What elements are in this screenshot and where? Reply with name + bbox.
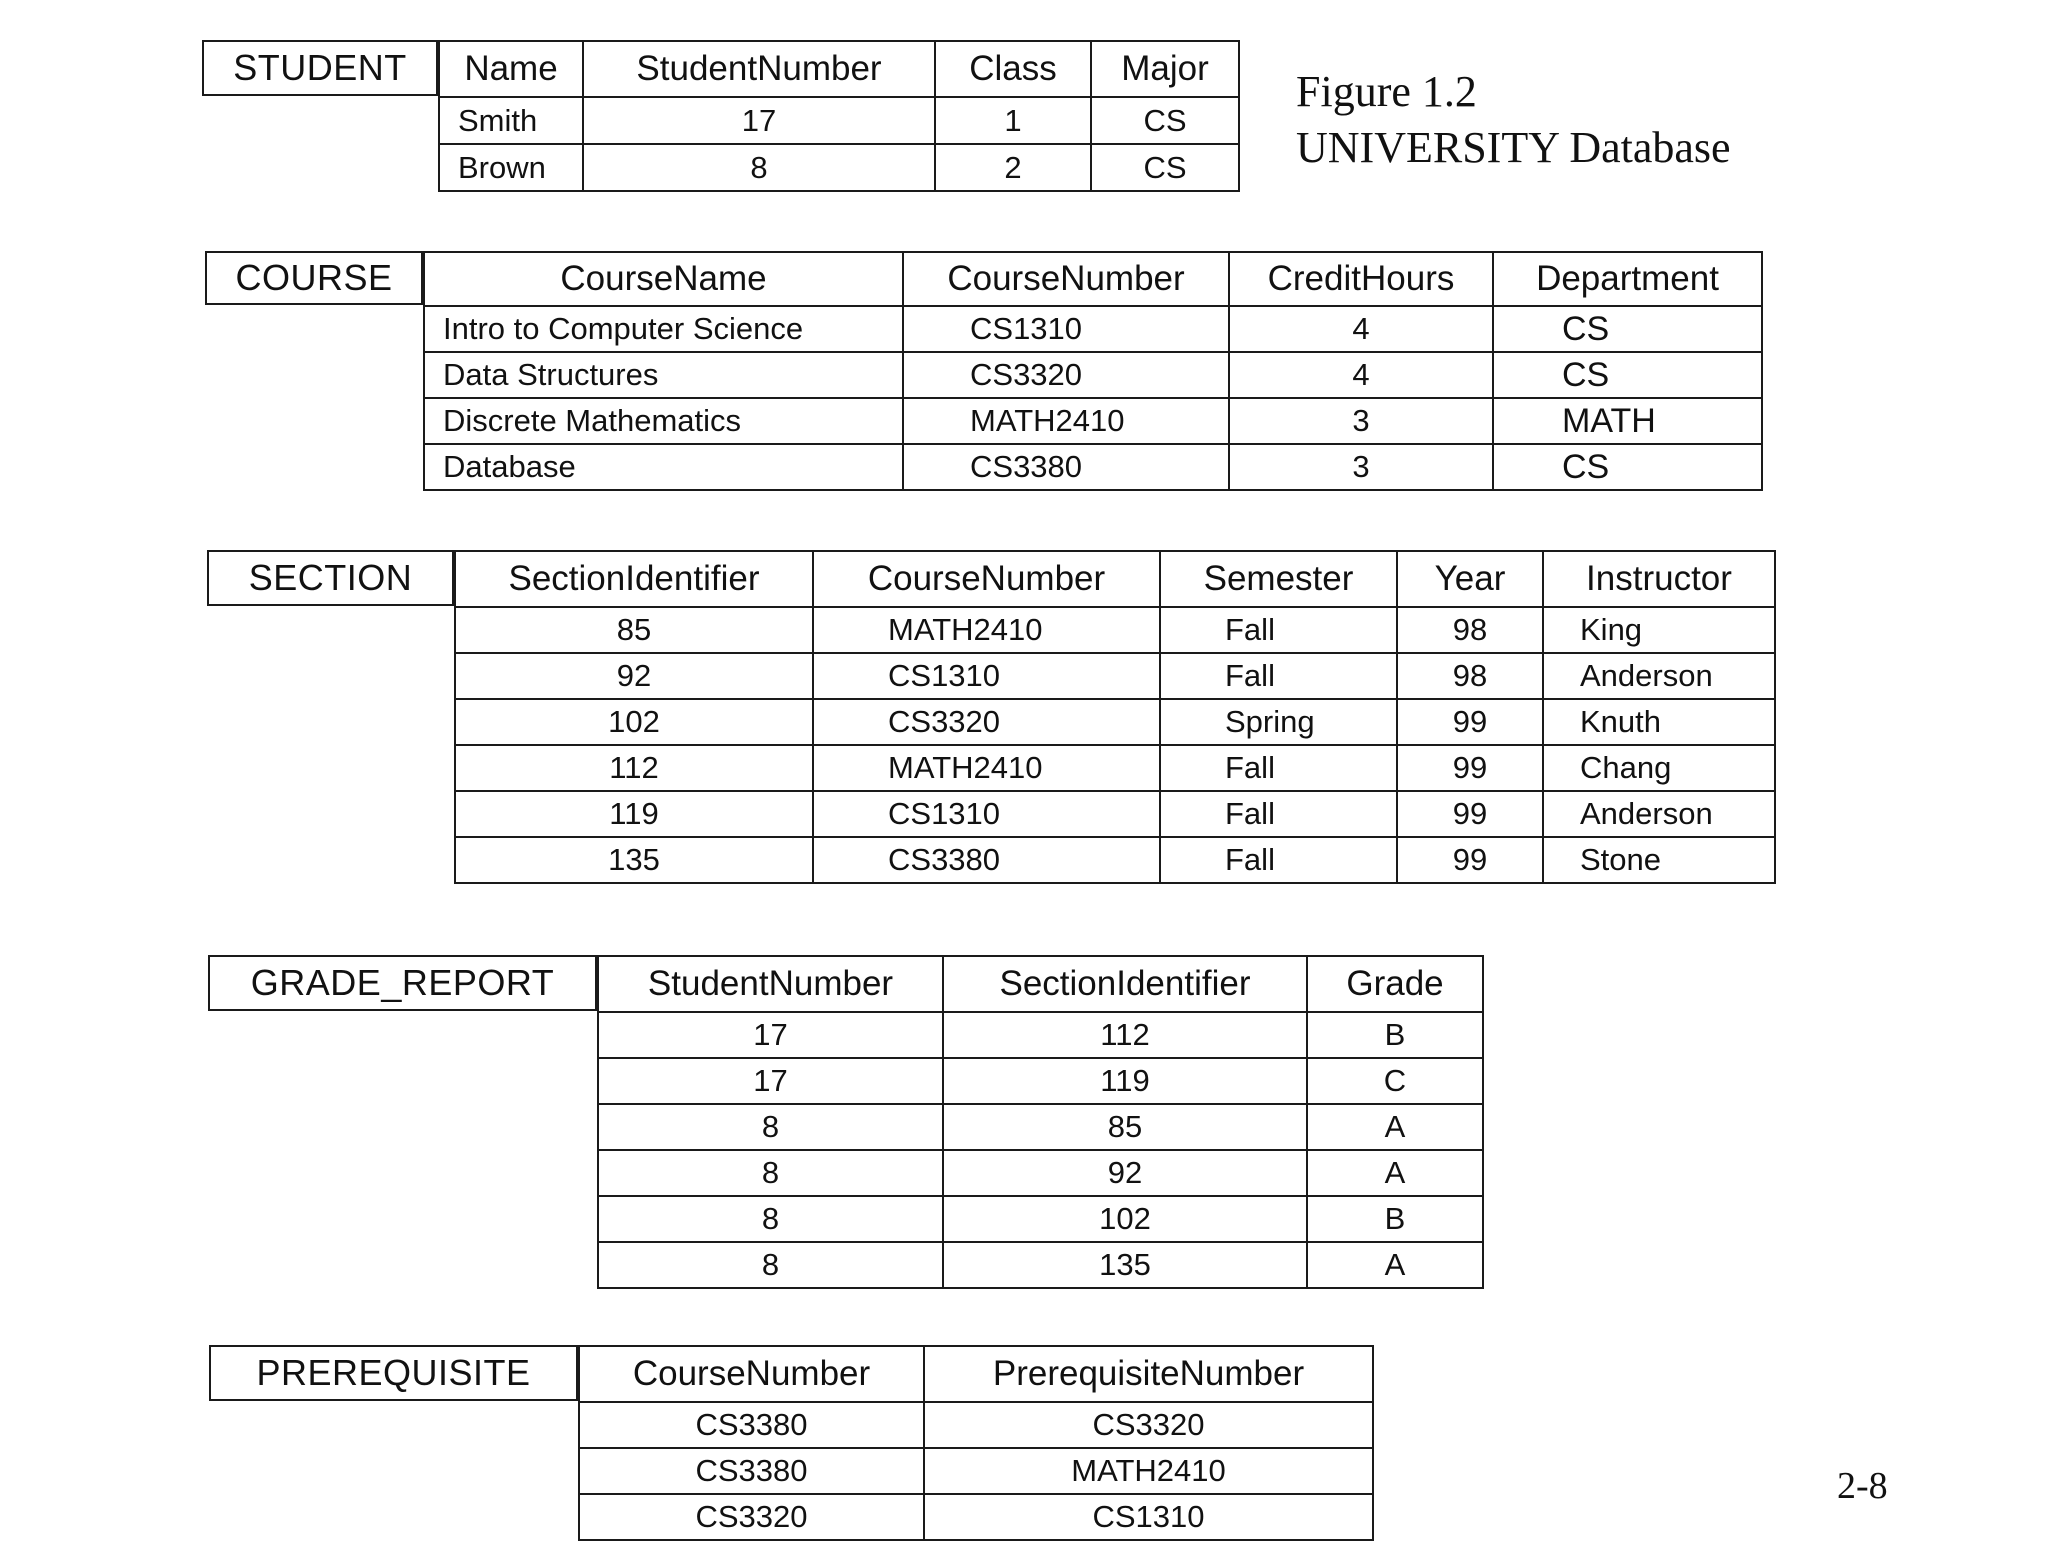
cell-sectionidentifier: 85 xyxy=(943,1104,1307,1150)
cell-coursenumber: CS3320 xyxy=(579,1494,924,1540)
table-header-row xyxy=(424,252,1762,306)
cell-studentnumber: 8 xyxy=(583,144,935,191)
column-header-prerequisitenumber: PrerequisiteNumber xyxy=(924,1346,1373,1402)
cell-coursename: Intro to Computer Science xyxy=(424,306,903,352)
student-relation-name: STUDENT xyxy=(202,40,438,96)
table-row xyxy=(424,352,1762,398)
cell-instructor: Knuth xyxy=(1543,699,1775,745)
table-header-row xyxy=(455,551,1775,607)
cell-year: 99 xyxy=(1397,745,1543,791)
column-header-studentnumber: StudentNumber xyxy=(598,956,943,1012)
figure-number: Figure 1.2 xyxy=(1296,67,1477,116)
cell-studentnumber: 17 xyxy=(583,97,935,144)
cell-credithours: 4 xyxy=(1229,306,1493,352)
column-header-year: Year xyxy=(1397,551,1543,607)
cell-coursenumber: CS3320 xyxy=(903,352,1229,398)
cell-instructor: Anderson xyxy=(1543,791,1775,837)
cell-name: Brown xyxy=(439,144,583,191)
column-header-credithours: CreditHours xyxy=(1229,252,1493,306)
cell-grade: A xyxy=(1307,1242,1483,1288)
table-row xyxy=(455,607,1775,653)
table-header-row xyxy=(439,41,1239,97)
column-header-department: Department xyxy=(1493,252,1762,306)
figure-title: UNIVERSITY Database xyxy=(1296,123,1731,172)
cell-coursename: Database xyxy=(424,444,903,490)
column-header-semester: Semester xyxy=(1160,551,1397,607)
cell-coursenumber: CS3380 xyxy=(579,1402,924,1448)
cell-class: 2 xyxy=(935,144,1091,191)
table-row xyxy=(598,1104,1483,1150)
cell-coursenumber: CS3380 xyxy=(579,1448,924,1494)
cell-class: 1 xyxy=(935,97,1091,144)
table-row xyxy=(455,745,1775,791)
table-row xyxy=(598,1150,1483,1196)
column-header-instructor: Instructor xyxy=(1543,551,1775,607)
column-header-sectionidentifier: SectionIdentifier xyxy=(455,551,813,607)
cell-semester: Fall xyxy=(1160,745,1397,791)
cell-coursenumber: MATH2410 xyxy=(813,745,1160,791)
table-row xyxy=(424,306,1762,352)
table-row xyxy=(455,791,1775,837)
cell-major: CS xyxy=(1091,144,1239,191)
table-row xyxy=(424,444,1762,490)
course-relation-name: COURSE xyxy=(205,251,423,305)
cell-department: CS xyxy=(1493,306,1762,352)
column-header-class: Class xyxy=(935,41,1091,97)
cell-coursenumber: CS1310 xyxy=(813,791,1160,837)
cell-semester: Fall xyxy=(1160,791,1397,837)
column-header-coursenumber: CourseNumber xyxy=(813,551,1160,607)
section-table xyxy=(454,550,1776,884)
cell-instructor: Chang xyxy=(1543,745,1775,791)
cell-studentnumber: 8 xyxy=(598,1242,943,1288)
cell-coursenumber: CS1310 xyxy=(903,306,1229,352)
cell-studentnumber: 17 xyxy=(598,1058,943,1104)
cell-sectionidentifier: 119 xyxy=(455,791,813,837)
cell-instructor: Stone xyxy=(1543,837,1775,883)
cell-coursenumber: CS1310 xyxy=(813,653,1160,699)
table-row xyxy=(579,1402,1373,1448)
column-header-coursenumber: CourseNumber xyxy=(903,252,1229,306)
prerequisite-table xyxy=(578,1345,1374,1541)
table-row xyxy=(598,1196,1483,1242)
cell-coursenumber: MATH2410 xyxy=(813,607,1160,653)
cell-studentnumber: 17 xyxy=(598,1012,943,1058)
cell-prerequisitenumber: MATH2410 xyxy=(924,1448,1373,1494)
cell-prerequisitenumber: CS1310 xyxy=(924,1494,1373,1540)
table-row xyxy=(439,97,1239,144)
prerequisite-relation-name: PREREQUISITE xyxy=(209,1345,578,1401)
table-row xyxy=(579,1494,1373,1540)
cell-grade: B xyxy=(1307,1012,1483,1058)
table-row xyxy=(598,1012,1483,1058)
cell-sectionidentifier: 135 xyxy=(943,1242,1307,1288)
column-header-coursenumber: CourseNumber xyxy=(579,1346,924,1402)
section-relation-name: SECTION xyxy=(207,550,454,606)
table-row xyxy=(455,653,1775,699)
page-number: 2-8 xyxy=(1837,1465,1888,1507)
table-row xyxy=(598,1242,1483,1288)
cell-year: 99 xyxy=(1397,791,1543,837)
cell-coursename: Discrete Mathematics xyxy=(424,398,903,444)
table-row xyxy=(455,837,1775,883)
cell-instructor: Anderson xyxy=(1543,653,1775,699)
cell-sectionidentifier: 102 xyxy=(455,699,813,745)
cell-sectionidentifier: 119 xyxy=(943,1058,1307,1104)
table-row xyxy=(439,144,1239,191)
cell-sectionidentifier: 112 xyxy=(943,1012,1307,1058)
cell-studentnumber: 8 xyxy=(598,1196,943,1242)
cell-studentnumber: 8 xyxy=(598,1150,943,1196)
course-table xyxy=(423,251,1763,491)
cell-coursename: Data Structures xyxy=(424,352,903,398)
cell-instructor: King xyxy=(1543,607,1775,653)
table-row xyxy=(455,699,1775,745)
cell-studentnumber: 8 xyxy=(598,1104,943,1150)
column-header-coursename: CourseName xyxy=(424,252,903,306)
cell-credithours: 4 xyxy=(1229,352,1493,398)
cell-coursenumber: CS3380 xyxy=(813,837,1160,883)
cell-sectionidentifier: 102 xyxy=(943,1196,1307,1242)
cell-year: 99 xyxy=(1397,837,1543,883)
cell-sectionidentifier: 85 xyxy=(455,607,813,653)
cell-credithours: 3 xyxy=(1229,398,1493,444)
column-header-sectionidentifier: SectionIdentifier xyxy=(943,956,1307,1012)
cell-year: 98 xyxy=(1397,607,1543,653)
figure-caption xyxy=(1296,64,1731,176)
cell-year: 99 xyxy=(1397,699,1543,745)
cell-grade: B xyxy=(1307,1196,1483,1242)
table-row xyxy=(579,1448,1373,1494)
cell-coursenumber: CS3380 xyxy=(903,444,1229,490)
cell-sectionidentifier: 92 xyxy=(455,653,813,699)
grade-report-relation-name: GRADE_REPORT xyxy=(208,955,597,1011)
cell-sectionidentifier: 92 xyxy=(943,1150,1307,1196)
column-header-name: Name xyxy=(439,41,583,97)
table-row xyxy=(424,398,1762,444)
cell-name: Smith xyxy=(439,97,583,144)
cell-coursenumber: MATH2410 xyxy=(903,398,1229,444)
cell-department: CS xyxy=(1493,444,1762,490)
table-row xyxy=(598,1058,1483,1104)
cell-grade: A xyxy=(1307,1104,1483,1150)
cell-department: CS xyxy=(1493,352,1762,398)
cell-prerequisitenumber: CS3320 xyxy=(924,1402,1373,1448)
cell-semester: Fall xyxy=(1160,653,1397,699)
cell-department: MATH xyxy=(1493,398,1762,444)
cell-major: CS xyxy=(1091,97,1239,144)
cell-credithours: 3 xyxy=(1229,444,1493,490)
cell-coursenumber: CS3320 xyxy=(813,699,1160,745)
cell-sectionidentifier: 135 xyxy=(455,837,813,883)
column-header-studentnumber: StudentNumber xyxy=(583,41,935,97)
cell-grade: C xyxy=(1307,1058,1483,1104)
cell-semester: Fall xyxy=(1160,607,1397,653)
cell-semester: Spring xyxy=(1160,699,1397,745)
cell-grade: A xyxy=(1307,1150,1483,1196)
table-header-row xyxy=(579,1346,1373,1402)
grade-report-table xyxy=(597,955,1484,1289)
cell-sectionidentifier: 112 xyxy=(455,745,813,791)
column-header-major: Major xyxy=(1091,41,1239,97)
column-header-grade: Grade xyxy=(1307,956,1483,1012)
table-header-row xyxy=(598,956,1483,1012)
student-table xyxy=(438,40,1240,192)
cell-year: 98 xyxy=(1397,653,1543,699)
cell-semester: Fall xyxy=(1160,837,1397,883)
